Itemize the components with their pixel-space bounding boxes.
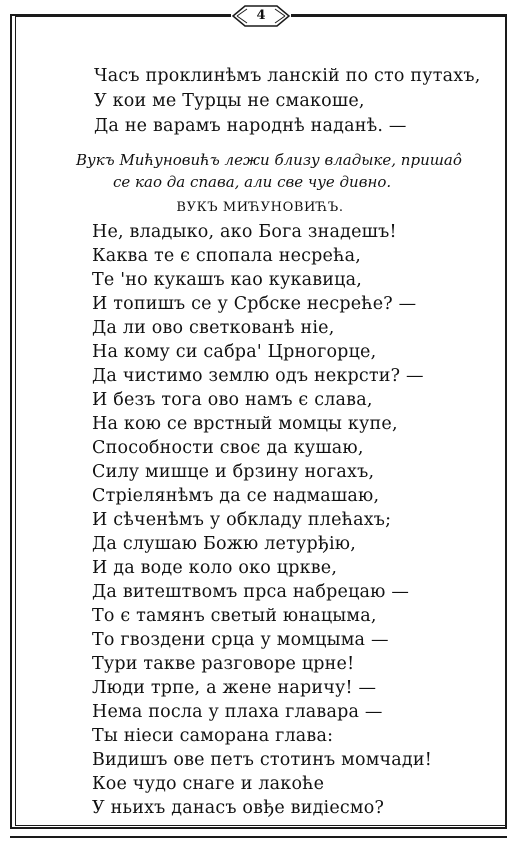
page-number-ornament bbox=[231, 4, 291, 28]
speech-line: Каква те є спопала несрећа, bbox=[92, 246, 361, 266]
speech-line: И безъ тога ово намъ є слава, bbox=[92, 390, 373, 410]
speech-line: И сѣченѣмъ у обкладу плећахъ; bbox=[92, 510, 392, 530]
speech-line: Нема посла у плаха главара — bbox=[92, 702, 383, 722]
opening-line: Часъ проклинѣмъ ланскій по сто путахъ, bbox=[94, 66, 481, 86]
speech-line: Ты ніеси саморана глава: bbox=[92, 726, 334, 746]
speech-line: На кою се врстный момцы купе, bbox=[92, 414, 398, 434]
stage-direction-line: се као да спава, али све чуе дивно. bbox=[113, 173, 392, 191]
speech-line: Кое чудо снаге и лакоће bbox=[92, 774, 325, 794]
speech-line: Стріелянѣмъ да се надмашаю, bbox=[92, 486, 380, 506]
speech-line: Да слушаю Божю летурђію, bbox=[92, 534, 356, 554]
page-number: 4 bbox=[256, 8, 266, 23]
stage-direction-line: Вукъ Мићуновићъ лежи близу владыке, пришаô bbox=[76, 151, 462, 169]
speech-line: Способности своє да кушаю, bbox=[92, 438, 364, 458]
speech-line: То є тамянъ светый юнацыма, bbox=[92, 606, 377, 626]
speech-line: Люди трпе, а жене наричу! — bbox=[92, 678, 377, 698]
speech-line: И топишъ се у Србске несрећe? — bbox=[92, 294, 417, 314]
speech-line: Да чистимо землю одъ некрсти? — bbox=[92, 366, 424, 386]
bottom-rule bbox=[10, 836, 507, 838]
speech-line: Тури такве разговоре црне! bbox=[92, 654, 355, 674]
speech-line: У ньихъ данасъ овђе видіесмо? bbox=[92, 798, 385, 818]
speech-line: То гвоздени срца у момцыма — bbox=[92, 630, 389, 650]
speaker-name: ВУКЪ МИЋУНОВИЋЪ. bbox=[176, 200, 344, 215]
opening-line: Да не варамъ народнѣ наданѣ. — bbox=[94, 116, 407, 136]
speech-line: Да ли ово светкованѣ ніе, bbox=[92, 318, 335, 338]
speech-line: И да воде коло око цркве, bbox=[92, 558, 338, 578]
speech-line: Не, владыко, ако Бога знадешъ! bbox=[92, 222, 397, 242]
speech-line: Те 'но кукашъ као кукавица, bbox=[92, 270, 362, 290]
opening-line: У кои ме Турцы не смакоше, bbox=[94, 91, 365, 111]
speech-line: Да витештвомъ прса набрецаю — bbox=[92, 582, 410, 602]
speech-line: Силу мишце и брзину ногахъ, bbox=[92, 462, 375, 482]
speech-line: На кому си сабра' Црногорце, bbox=[92, 342, 377, 362]
speech-line: Видишъ ове петъ стотинъ момчади! bbox=[92, 750, 432, 770]
